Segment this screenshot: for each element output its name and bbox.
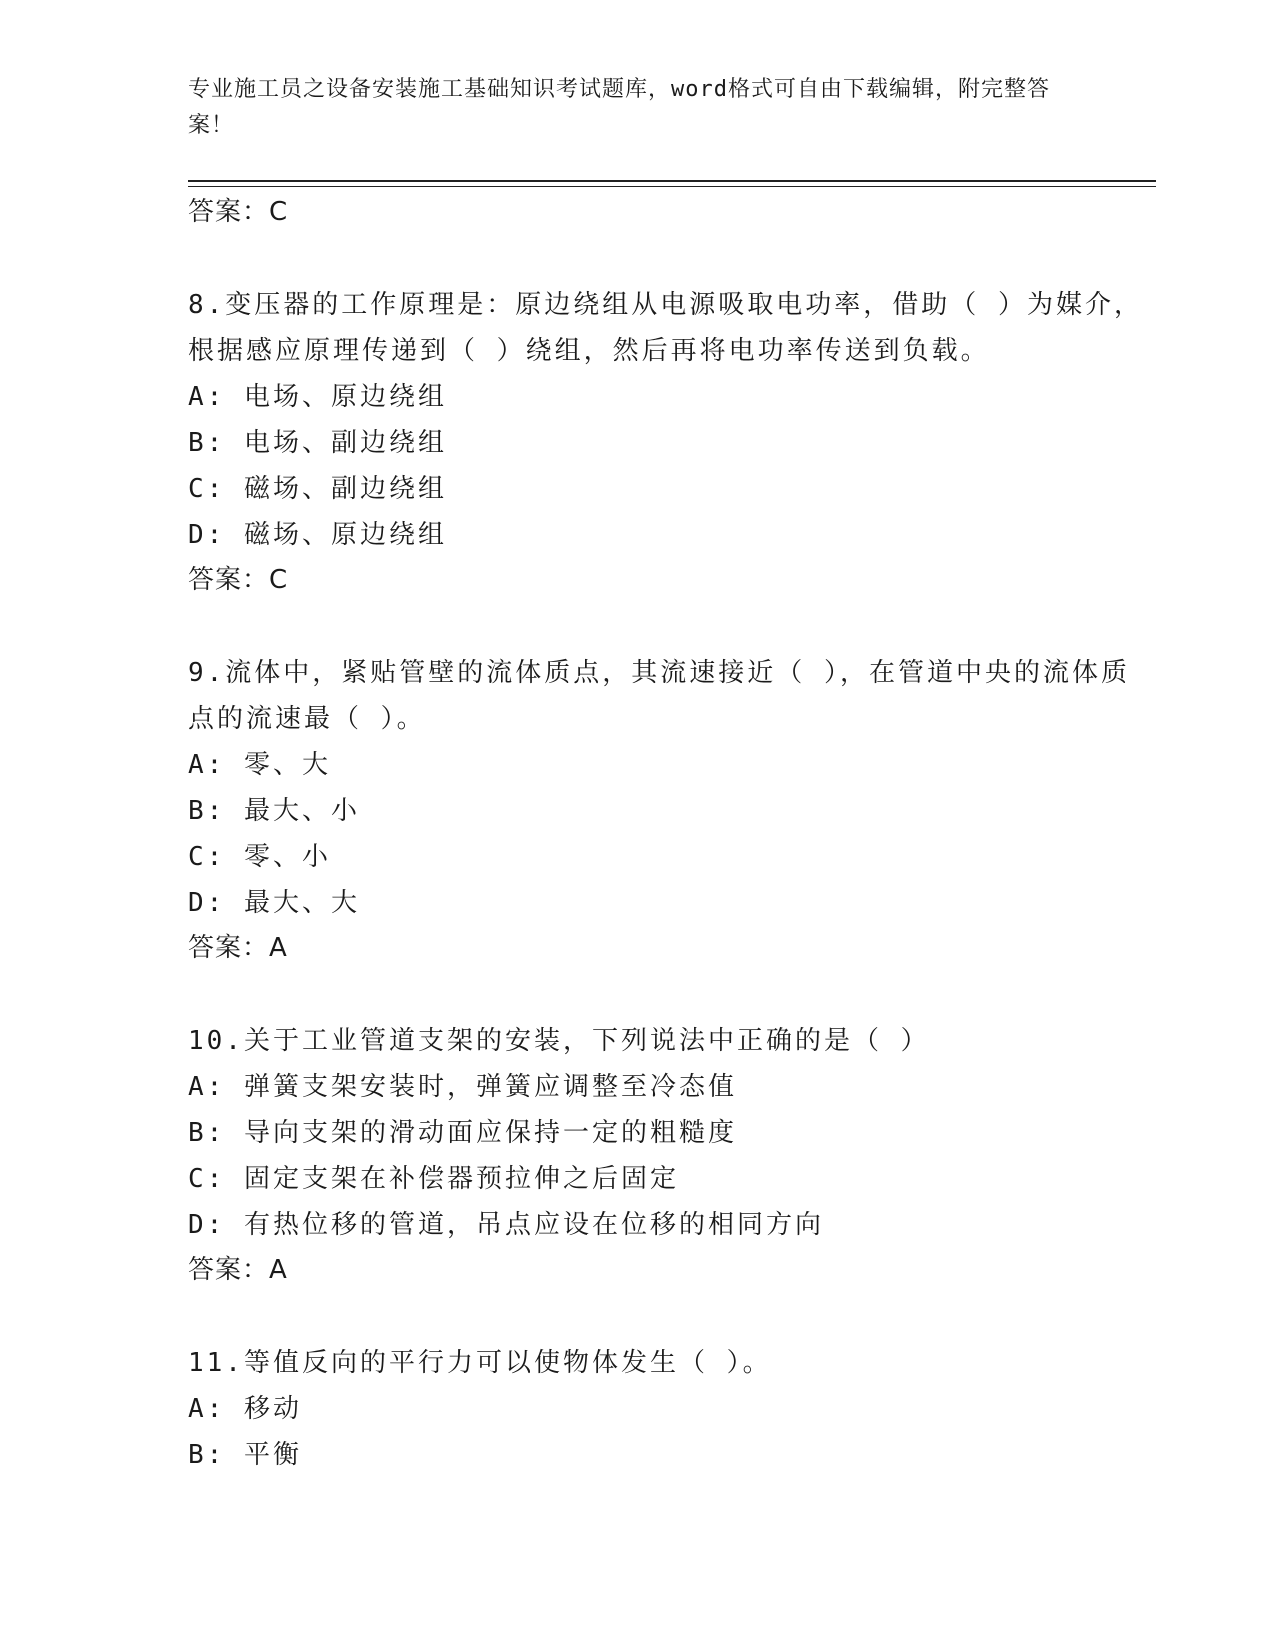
option-b: B: 导向支架的滑动面应保持一定的粗糙度: [188, 1118, 737, 1148]
page-header: 专业施工员之设备安装施工基础知识考试题库，word格式可自由下载编辑，附完整答案！: [188, 77, 1050, 138]
question-stem: 9.流体中，紧贴管壁的流体质点，其流速接近（ ），在管道中央的流体质点的流速最（ ）。: [188, 658, 1130, 734]
answer-line: 答案：A: [188, 933, 288, 963]
answer-line: 答案：A: [188, 1255, 288, 1285]
option-b: B: 最大、小: [188, 796, 360, 826]
option-a: A: 移动: [188, 1394, 302, 1424]
question-stem: 10.关于工业管道支架的安装，下列说法中正确的是（ ）: [188, 1026, 930, 1056]
option-c: C: 磁场、副边绕组: [188, 474, 447, 504]
question-stem: 11.等值反向的平行力可以使物体发生（ ）。: [188, 1348, 772, 1378]
answer-line: 答案：C: [188, 197, 289, 227]
option-a: A: 电场、原边绕组: [188, 382, 447, 412]
question-8: [188, 282, 1148, 603]
question-stem: 8.变压器的工作原理是：原边绕组从电源吸取电功率，借助（ ）为媒介，根据感应原理传递到（ ）绕组，然后再将电功率传送到负载。: [188, 290, 1143, 366]
header-rule-thick: [188, 180, 1156, 182]
option-b: B: 平衡: [188, 1440, 302, 1470]
option-c: C: 零、小: [188, 842, 331, 872]
answer-line: 答案：C: [188, 565, 289, 595]
question-11: [188, 1340, 1148, 1478]
option-d: D: 有热位移的管道，吊点应设在位移的相同方向: [188, 1210, 824, 1240]
option-b: B: 电场、副边绕组: [188, 428, 447, 458]
option-c: C: 固定支架在补偿器预拉伸之后固定: [188, 1164, 679, 1194]
option-d: D: 磁场、原边绕组: [188, 520, 447, 550]
option-a: A: 弹簧支架安装时，弹簧应调整至冷态值: [188, 1072, 737, 1102]
question-9: [188, 650, 1148, 971]
option-a: A: 零、大: [188, 750, 331, 780]
option-d: D: 最大、大: [188, 888, 360, 918]
header-rule-thin: [188, 186, 1156, 187]
question-10: [188, 1018, 1148, 1293]
question-list: [188, 190, 1148, 1478]
